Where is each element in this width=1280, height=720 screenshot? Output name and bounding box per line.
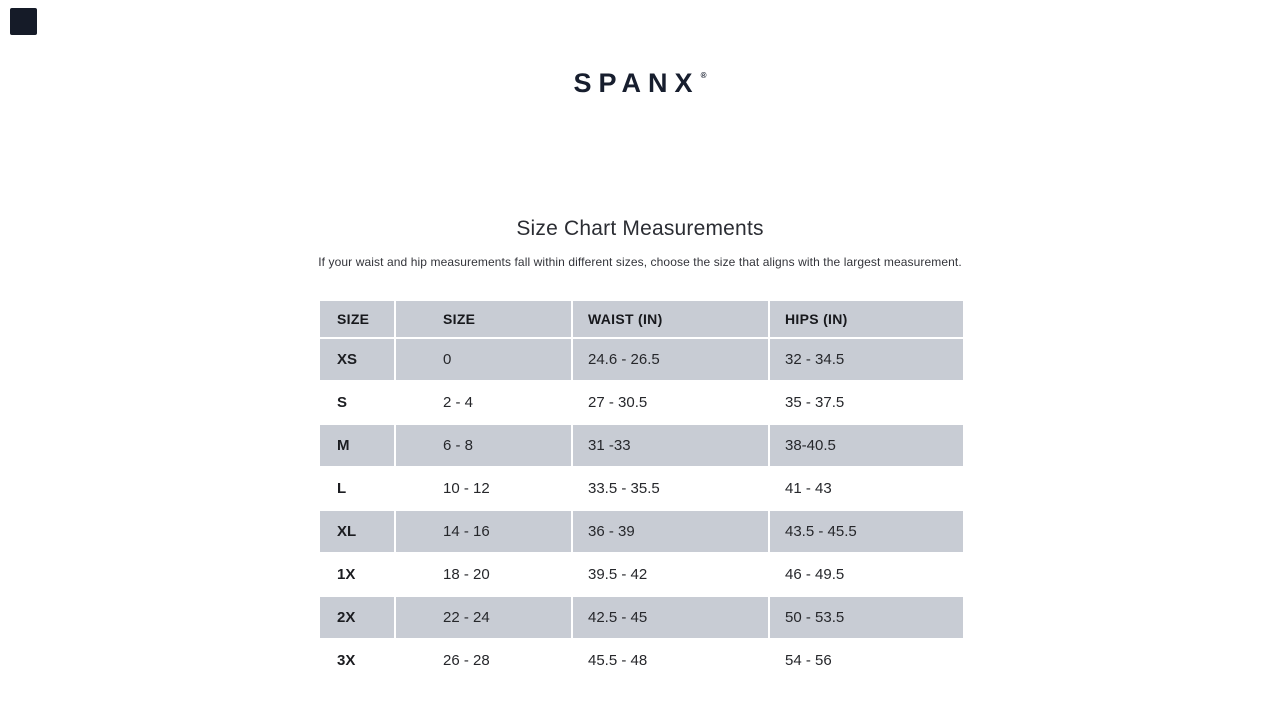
table-row	[320, 511, 963, 552]
corner-dark-square	[10, 8, 37, 35]
table-row	[320, 597, 963, 638]
table-row	[320, 339, 963, 380]
cell-hips-range: 54 - 56	[770, 640, 963, 681]
header-cell-size-label: SIZE	[320, 301, 396, 337]
cell-size-label: XL	[320, 511, 396, 552]
brand-logo-text: SPANX	[573, 68, 700, 98]
cell-size-label: S	[320, 382, 396, 423]
table-row	[320, 554, 963, 595]
cell-waist-range: 45.5 - 48	[573, 640, 770, 681]
cell-waist-range: 27 - 30.5	[573, 382, 770, 423]
cell-size-range: 26 - 28	[396, 640, 573, 681]
table-row	[320, 382, 963, 423]
cell-size-label: L	[320, 468, 396, 509]
cell-waist-range: 36 - 39	[573, 511, 770, 552]
cell-waist-range: 39.5 - 42	[573, 554, 770, 595]
table-row	[320, 468, 963, 509]
cell-size-range: 22 - 24	[396, 597, 573, 638]
cell-waist-range: 31 -33	[573, 425, 770, 466]
cell-size-range: 2 - 4	[396, 382, 573, 423]
cell-hips-range: 50 - 53.5	[770, 597, 963, 638]
cell-size-range: 18 - 20	[396, 554, 573, 595]
cell-size-label: M	[320, 425, 396, 466]
cell-size-range: 14 - 16	[396, 511, 573, 552]
table-header-row	[320, 301, 963, 337]
cell-size-label: 3X	[320, 640, 396, 681]
header-cell-waist: WAIST (IN)	[573, 301, 770, 337]
cell-hips-range: 41 - 43	[770, 468, 963, 509]
cell-size-range: 6 - 8	[396, 425, 573, 466]
size-guidance-note: If your waist and hip measurements fall within different sizes, choose the size that aligns with the largest measurement.	[318, 255, 962, 269]
cell-hips-range: 35 - 37.5	[770, 382, 963, 423]
cell-waist-range: 33.5 - 35.5	[573, 468, 770, 509]
table-row	[320, 640, 963, 681]
cell-waist-range: 24.6 - 26.5	[573, 339, 770, 380]
cell-size-label: 1X	[320, 554, 396, 595]
cell-hips-range: 46 - 49.5	[770, 554, 963, 595]
cell-waist-range: 42.5 - 45	[573, 597, 770, 638]
table-row	[320, 425, 963, 466]
brand-logo	[0, 68, 1280, 99]
cell-hips-range: 38-40.5	[770, 425, 963, 466]
header-cell-size: SIZE	[396, 301, 573, 337]
page-title: Size Chart Measurements	[516, 217, 764, 240]
cell-size-range: 0	[396, 339, 573, 380]
cell-size-label: XS	[320, 339, 396, 380]
cell-size-label: 2X	[320, 597, 396, 638]
size-chart-table	[320, 301, 963, 683]
cell-size-range: 10 - 12	[396, 468, 573, 509]
cell-hips-range: 32 - 34.5	[770, 339, 963, 380]
cell-hips-range: 43.5 - 45.5	[770, 511, 963, 552]
registered-trademark-icon: ®	[700, 71, 707, 80]
header-cell-hips: HIPS (IN)	[770, 301, 963, 337]
